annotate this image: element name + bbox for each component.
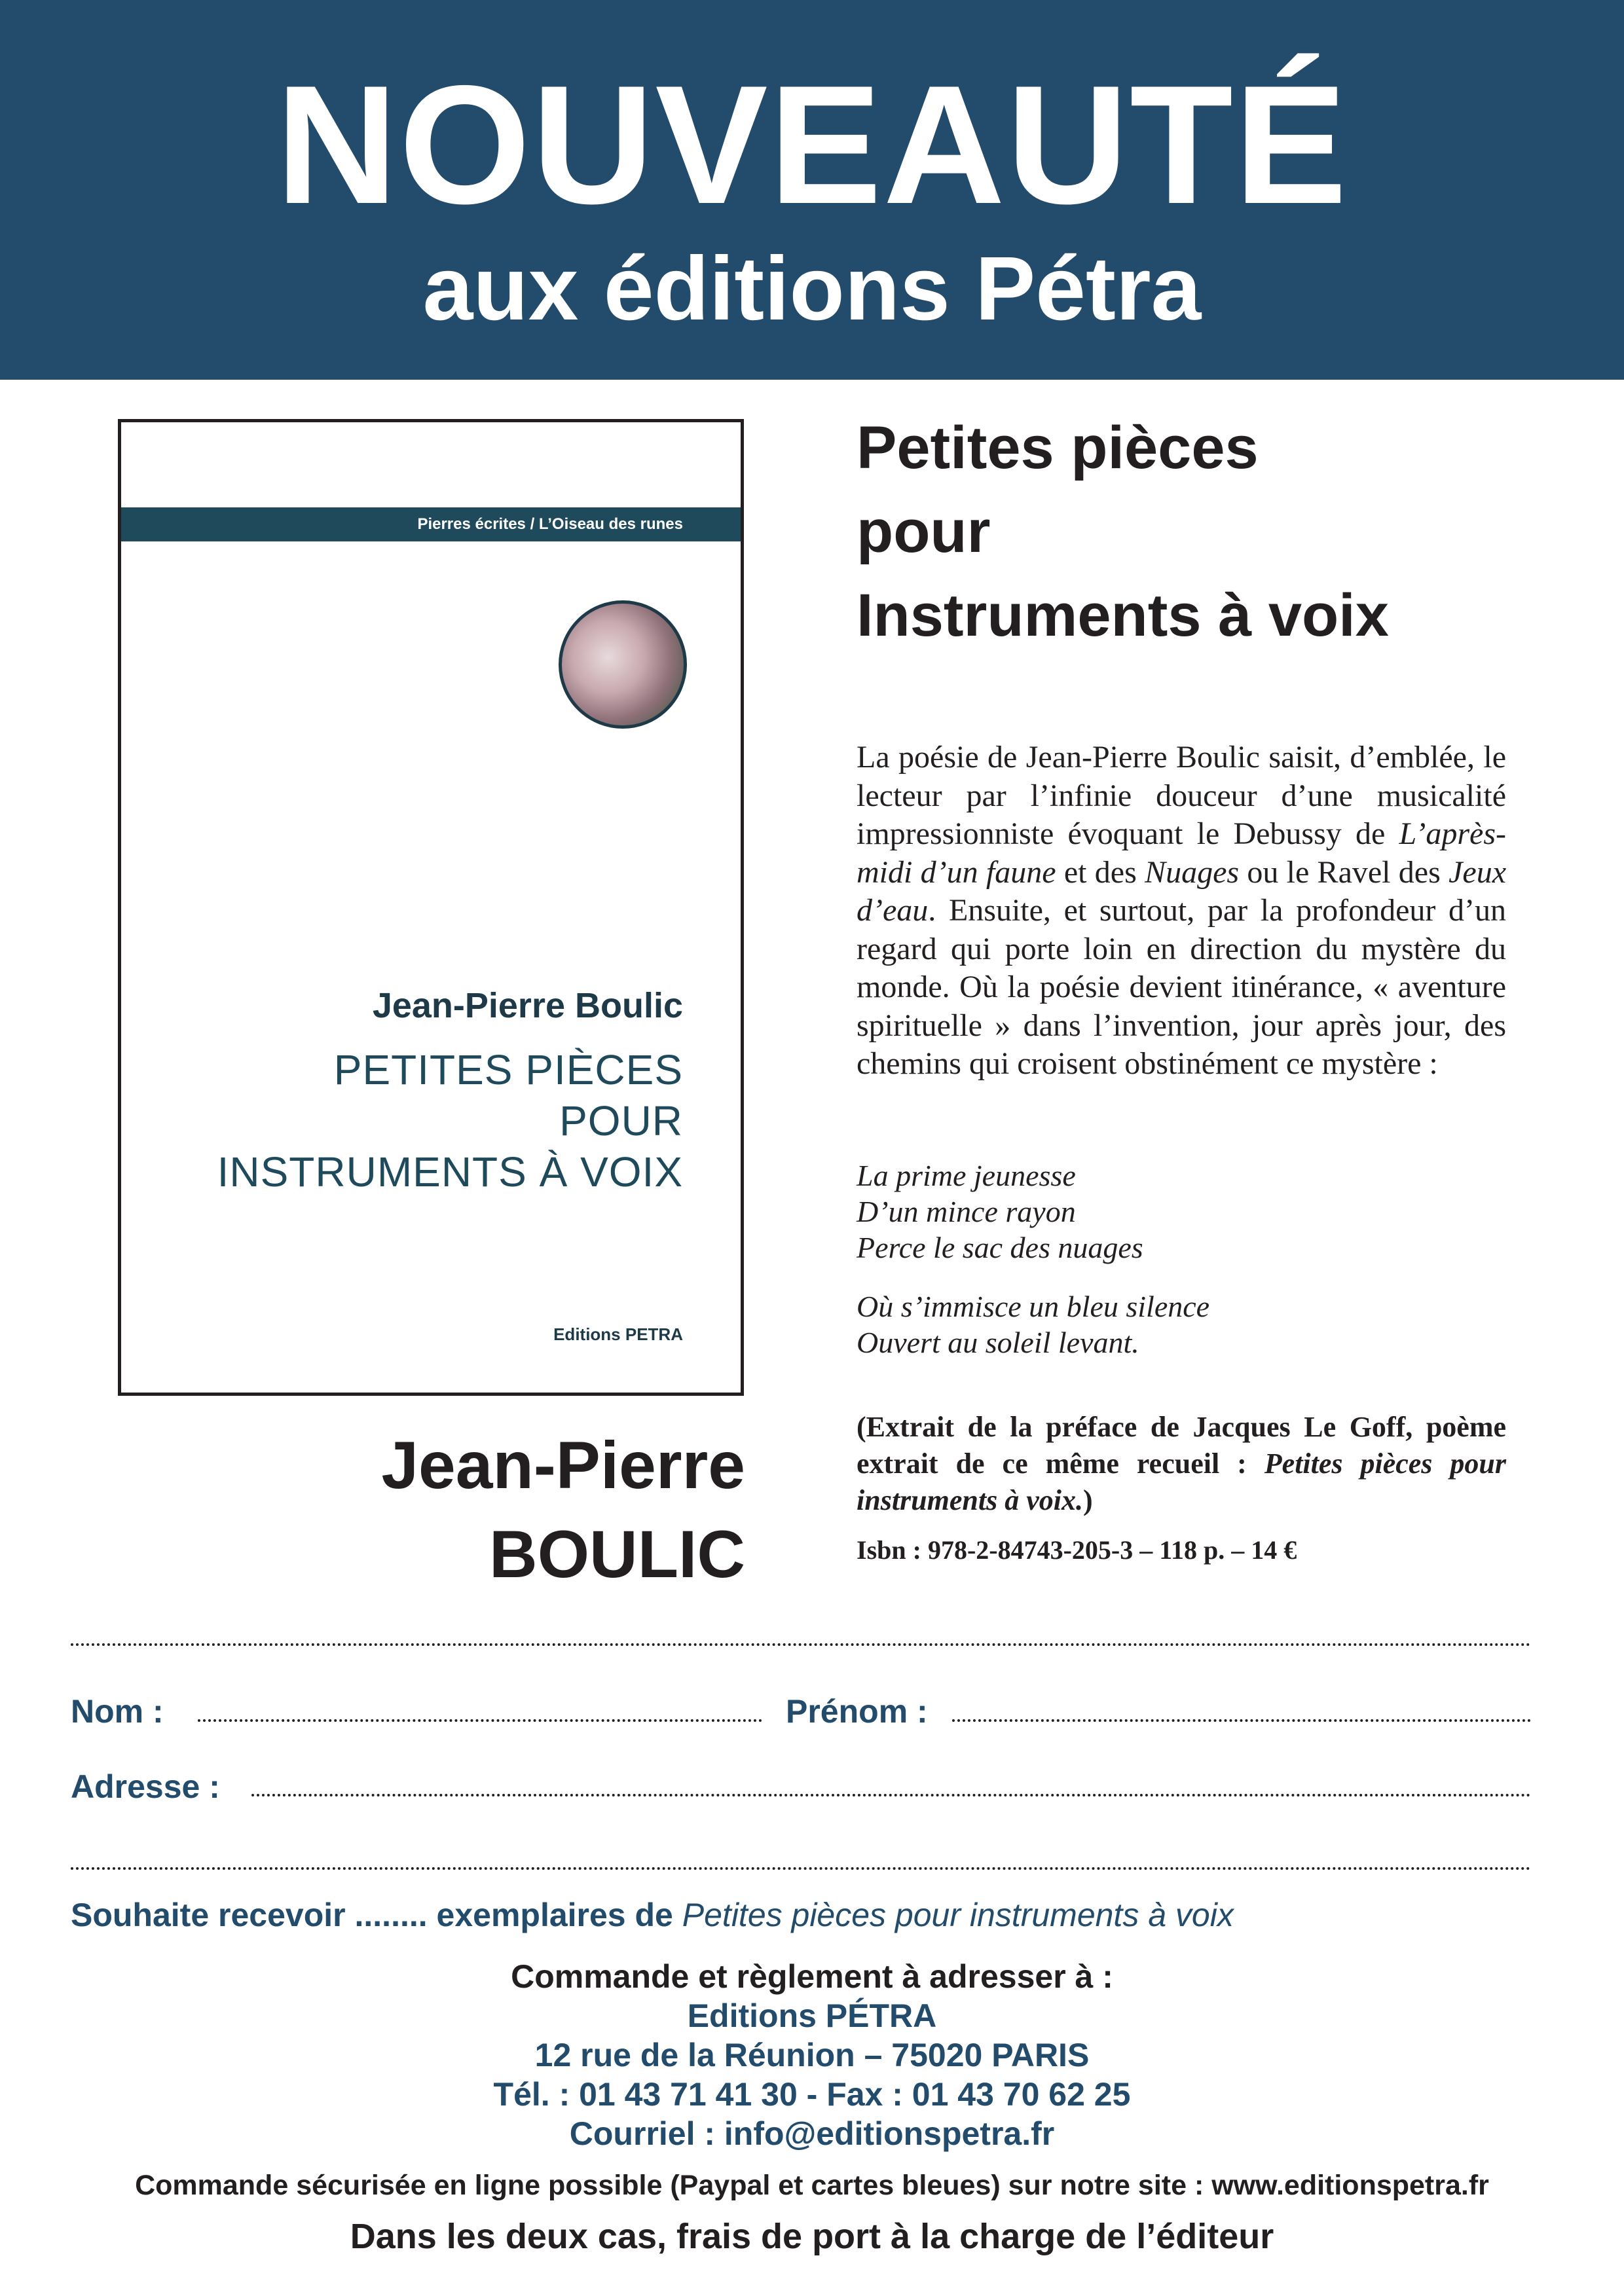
cover-publisher: Editions PETRA <box>553 1324 683 1344</box>
poem-line: Où s’immisce un bleu silence <box>857 1290 1210 1323</box>
work-title: Jeux d’eau <box>857 854 1506 928</box>
book-cover <box>118 419 744 1396</box>
work-title: L’après-midi d’un faune <box>857 816 1506 890</box>
headline: NOUVEAUTÉ <box>276 50 1348 239</box>
extract-title: Petites pièces pour instruments à voix. <box>857 1448 1506 1516</box>
nom-field[interactable] <box>198 1719 762 1722</box>
prenom-field[interactable] <box>952 1719 1531 1722</box>
prenom-label: Prénom : <box>786 1693 928 1730</box>
work-title: Nuages <box>1145 854 1240 890</box>
poem-line: D’un mince rayon <box>857 1195 1076 1228</box>
order-heading: Commande et règlement à adresser à : <box>511 1958 1113 1995</box>
author-last-name: BOULIC <box>489 1517 745 1592</box>
cover-title-line: INSTRUMENTS À VOIX <box>217 1148 683 1195</box>
description-text: . Ensuite, et surtout, par la profondeur d’un regard qui porte loin en direction du mystère du monde. Où la poésie devient itinérance, « aventure spirituelle » dans l’invention, jour après jour, des chemins qui croisent obstinément ce mystère : <box>857 893 1506 1081</box>
poem-stanza-2 <box>857 1288 1506 1360</box>
poem-line: Ouvert au soleil levant. <box>857 1326 1139 1359</box>
extract-text: (Extrait de la préface de Jacques Le Goff, poème extrait de ce même recueil : <box>857 1411 1506 1480</box>
adresse-label: Adresse : <box>71 1768 220 1805</box>
order-address: 12 rue de la Réunion – 75020 PARIS <box>534 2037 1090 2073</box>
book-title-line: pour <box>857 498 991 565</box>
separator-dotted-line <box>71 1643 1531 1646</box>
order-shipping: Dans les deux cas, frais de port à la charge de l’éditeur <box>350 2217 1274 2256</box>
adresse-field[interactable] <box>251 1794 1531 1796</box>
order-publisher: Editions PÉTRA <box>687 1997 937 2034</box>
isbn-line: Isbn : 978-2-84743-205-3 – 118 p. – 14 € <box>857 1535 1297 1565</box>
extract-note <box>857 1409 1506 1519</box>
cover-author: Jean-Pierre Boulic <box>372 986 683 1025</box>
cover-medallion-image <box>559 600 687 729</box>
poem-line: La prime jeunesse <box>857 1159 1076 1192</box>
header-banner <box>0 0 1624 380</box>
description-text: ou le Ravel des <box>1239 854 1449 890</box>
poem-line: Perce le sac des nuages <box>857 1231 1143 1264</box>
cover-title-line: POUR <box>559 1097 683 1144</box>
subheadline: aux éditions Pétra <box>422 238 1202 339</box>
nom-label: Nom : <box>71 1693 164 1730</box>
cover-title <box>217 1044 683 1197</box>
author-first-name: Jean-Pierre <box>381 1428 745 1503</box>
quantity-label: Souhaite recevoir ........ exemplaires de <box>71 1897 673 1933</box>
order-online: Commande sécurisée en ligne possible (Paypal et cartes bleues) sur notre site : www.editionspetra.fr <box>135 2170 1489 2201</box>
book-title <box>857 406 1389 657</box>
cover-title-line: PETITES PIÈCES <box>333 1046 683 1093</box>
quantity-book-title: Petites pièces pour instruments à voix <box>682 1897 1234 1933</box>
quantity-request <box>71 1896 1234 1934</box>
cover-collection-bar: Pierres écrites / L’Oiseau des runes <box>121 507 741 541</box>
book-description <box>857 738 1506 1084</box>
order-phone: Tél. : 01 43 71 41 30 - Fax : 01 43 70 62 25 <box>493 2076 1131 2113</box>
book-title-line: Petites pièces <box>857 414 1259 481</box>
adresse-field-line-2[interactable] <box>71 1867 1531 1870</box>
extract-close: ) <box>1082 1484 1093 1516</box>
description-text: et des <box>1056 854 1145 890</box>
book-title-line: Instruments à voix <box>857 582 1389 649</box>
author-name <box>381 1421 745 1599</box>
poem-stanza-1 <box>857 1157 1506 1266</box>
order-email[interactable]: Courriel : info@editionspetra.fr <box>569 2115 1055 2152</box>
description-text: La poésie de Jean-Pierre Boulic saisit, d’emblée, le lecteur par l’infinie douceur d’une musicalité impressionniste évoquant le Debussy de <box>857 740 1506 851</box>
